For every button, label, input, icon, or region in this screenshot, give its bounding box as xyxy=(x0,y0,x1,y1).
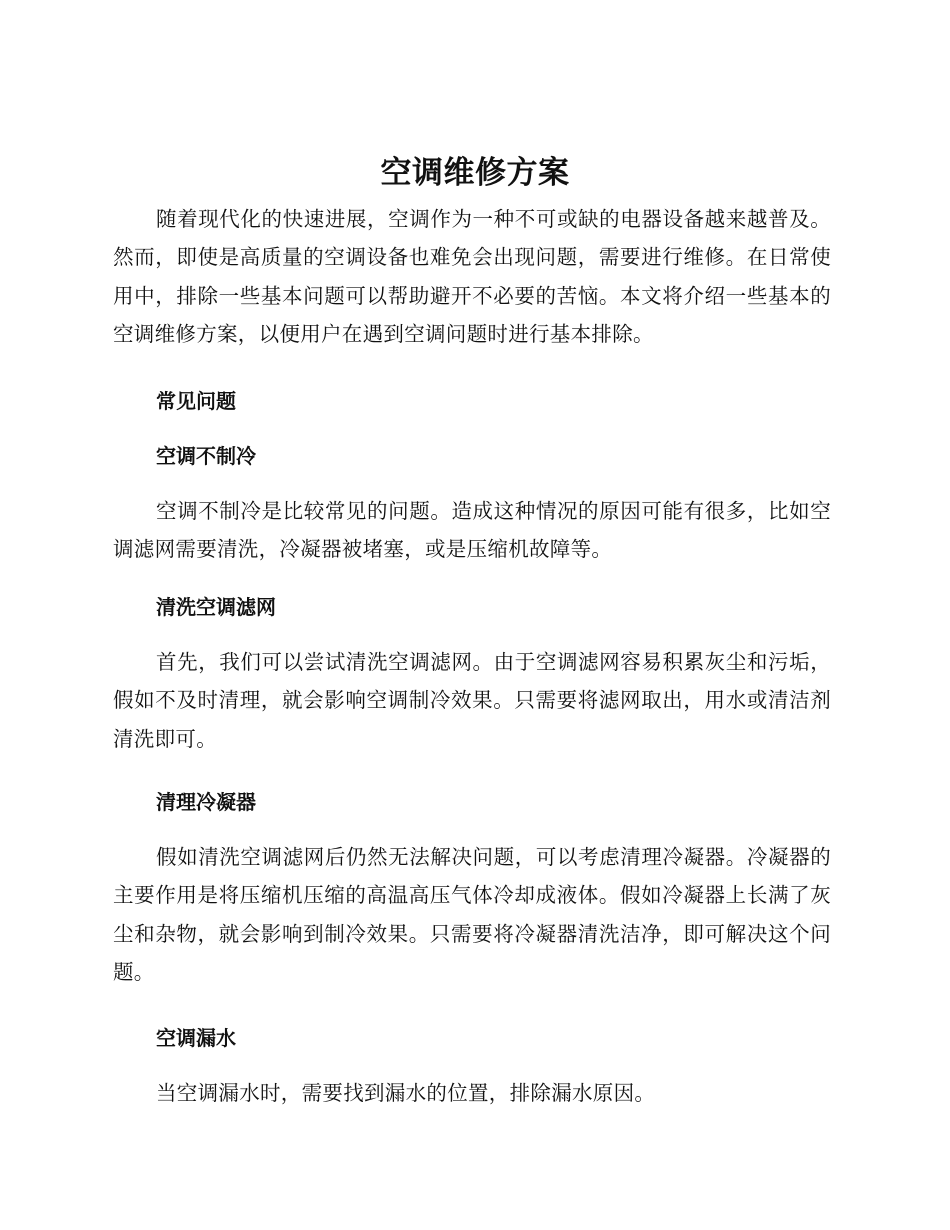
paragraph-clean-filter: 首先，我们可以尝试清洗空调滤网。由于空调滤网容易积累灰尘和污垢，假如不及时清理，就会影响空调制冷效果。只需要将滤网取出，用水或清洁剂清洗即可。 xyxy=(113,650,831,751)
paragraph-water-leak: 当空调漏水时，需要找到漏水的位置，排除漏水原因。 xyxy=(156,1081,656,1105)
section-heading-clean-condenser: 清理冷凝器 xyxy=(156,790,256,814)
section-heading-common-problems: 常见问题 xyxy=(156,389,236,413)
paragraph-not-cooling: 空调不制冷是比较常见的问题。造成这种情况的原因可能有很多，比如空调滤网需要清洗，冷凝器被堵塞，或是压缩机故障等。 xyxy=(113,499,831,562)
page-title: 空调维修方案 xyxy=(380,155,570,191)
section-heading-water-leak: 空调漏水 xyxy=(156,1026,236,1050)
section-heading-not-cooling: 空调不制冷 xyxy=(156,444,256,468)
paragraph-clean-condenser: 假如清洗空调滤网后仍然无法解决问题，可以考虑清理冷凝器。冷凝器的主要作用是将压缩机压缩的高温高压气体冷却成液体。假如冷凝器上长满了灰尘和杂物，就会影响到制冷效果。只需要将冷凝器清洗洁净，即可解决这个问题。 xyxy=(113,845,831,984)
section-heading-clean-filter: 清洗空调滤网 xyxy=(156,595,276,619)
intro-paragraph: 随着现代化的快速进展，空调作为一种不可或缺的电器设备越来越普及。然而，即使是高质量的空调设备也难免会出现问题，需要进行维修。在日常使用中，排除一些基本问题可以帮助避开不必要的苦恼。本文将介绍一些基本的空调维修方案，以便用户在遇到空调问题时进行基本排除。 xyxy=(113,207,831,346)
